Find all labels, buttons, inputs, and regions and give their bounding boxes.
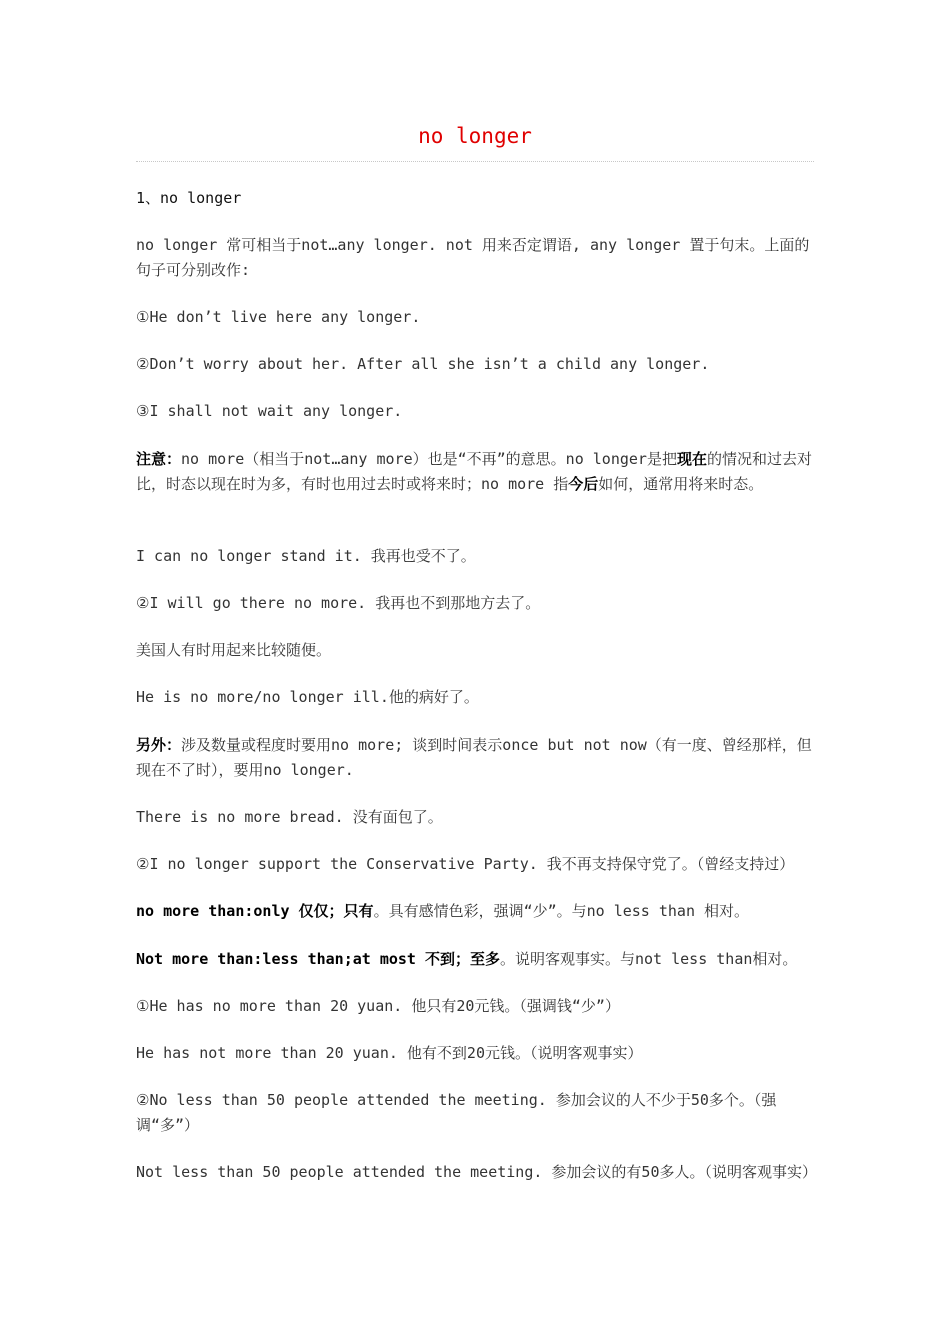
example-8: ②I no longer support the Conservative Party. 我不再支持保守党了。（曾经支持过） [136,855,795,873]
also-paragraph [136,733,814,783]
example-5: ②I will go there no more. 我再也不到那地方去了。 [136,594,541,612]
example-2: ②Don’t worry about her. After all she isn’t a child any longer. [136,355,710,373]
also-label: 另外： [136,736,182,754]
note-text-1: no more（相当于not…any more）也是“不再”的意思。no longer是把 [181,450,677,468]
example-7: There is no more bread. 没有面包了。 [136,808,443,826]
example-11: ②No less than 50 people attended the meeting. 参加会议的人不少于50多个。（强调“多”） [136,1091,777,1134]
paragraph-american-usage: 美国人有时用起来比较随便。 [136,641,332,659]
title-divider [136,161,814,162]
paragraph-no-longer-intro: no longer 常可相当于not…any longer. not 用来否定谓语, any longer 置于句末。上面的句子可分别改作: [136,236,810,279]
example-3: ③I shall not wait any longer. [136,402,403,420]
note-paragraph [136,447,814,497]
not-more-than-paragraph [136,947,814,972]
note-text-3: 如何，通常用将来时态。 [598,475,764,493]
not-more-than-bold: Not more than:less than;at most 不到；至多 [136,950,500,968]
example-12: Not less than 50 people attended the meeting. 参加会议的有50多人。（说明客观事实） [136,1163,817,1181]
example-9: ①He has no more than 20 yuan. 他只有20元钱。（强调钱“少”） [136,997,620,1015]
page-title: no longer [418,124,532,148]
section-heading: 1、no longer [136,189,242,207]
note-text-2: 的情况和过去对比，时态以现在时为多，有时也用过去时或将来时；no more 指 [136,450,812,493]
no-more-than-paragraph [136,899,814,924]
also-text: 涉及数量或程度时要用no more; 谈到时间表示once but not now（有一度、曾经那样，但现在不了时），要用no longer. [136,736,812,779]
no-more-than-text: 。具有感情色彩，强调“少”。与no less than 相对。 [373,902,750,920]
note-label: 注意： [136,450,182,468]
example-10: He has not more than 20 yuan. 他有不到20元钱。（说明客观事实） [136,1044,643,1062]
example-6: He is no more/no longer ill.他的病好了。 [136,688,479,706]
note-bold-2: 今后 [568,475,599,493]
not-more-than-text: 。说明客观事实。与not less than相对。 [500,950,798,968]
example-1: ①He don’t live here any longer. [136,308,421,326]
no-more-than-bold: no more than:only 仅仅；只有 [136,902,374,920]
example-4: I can no longer stand it. 我再也受不了。 [136,547,476,565]
note-bold-1: 现在 [676,450,707,468]
